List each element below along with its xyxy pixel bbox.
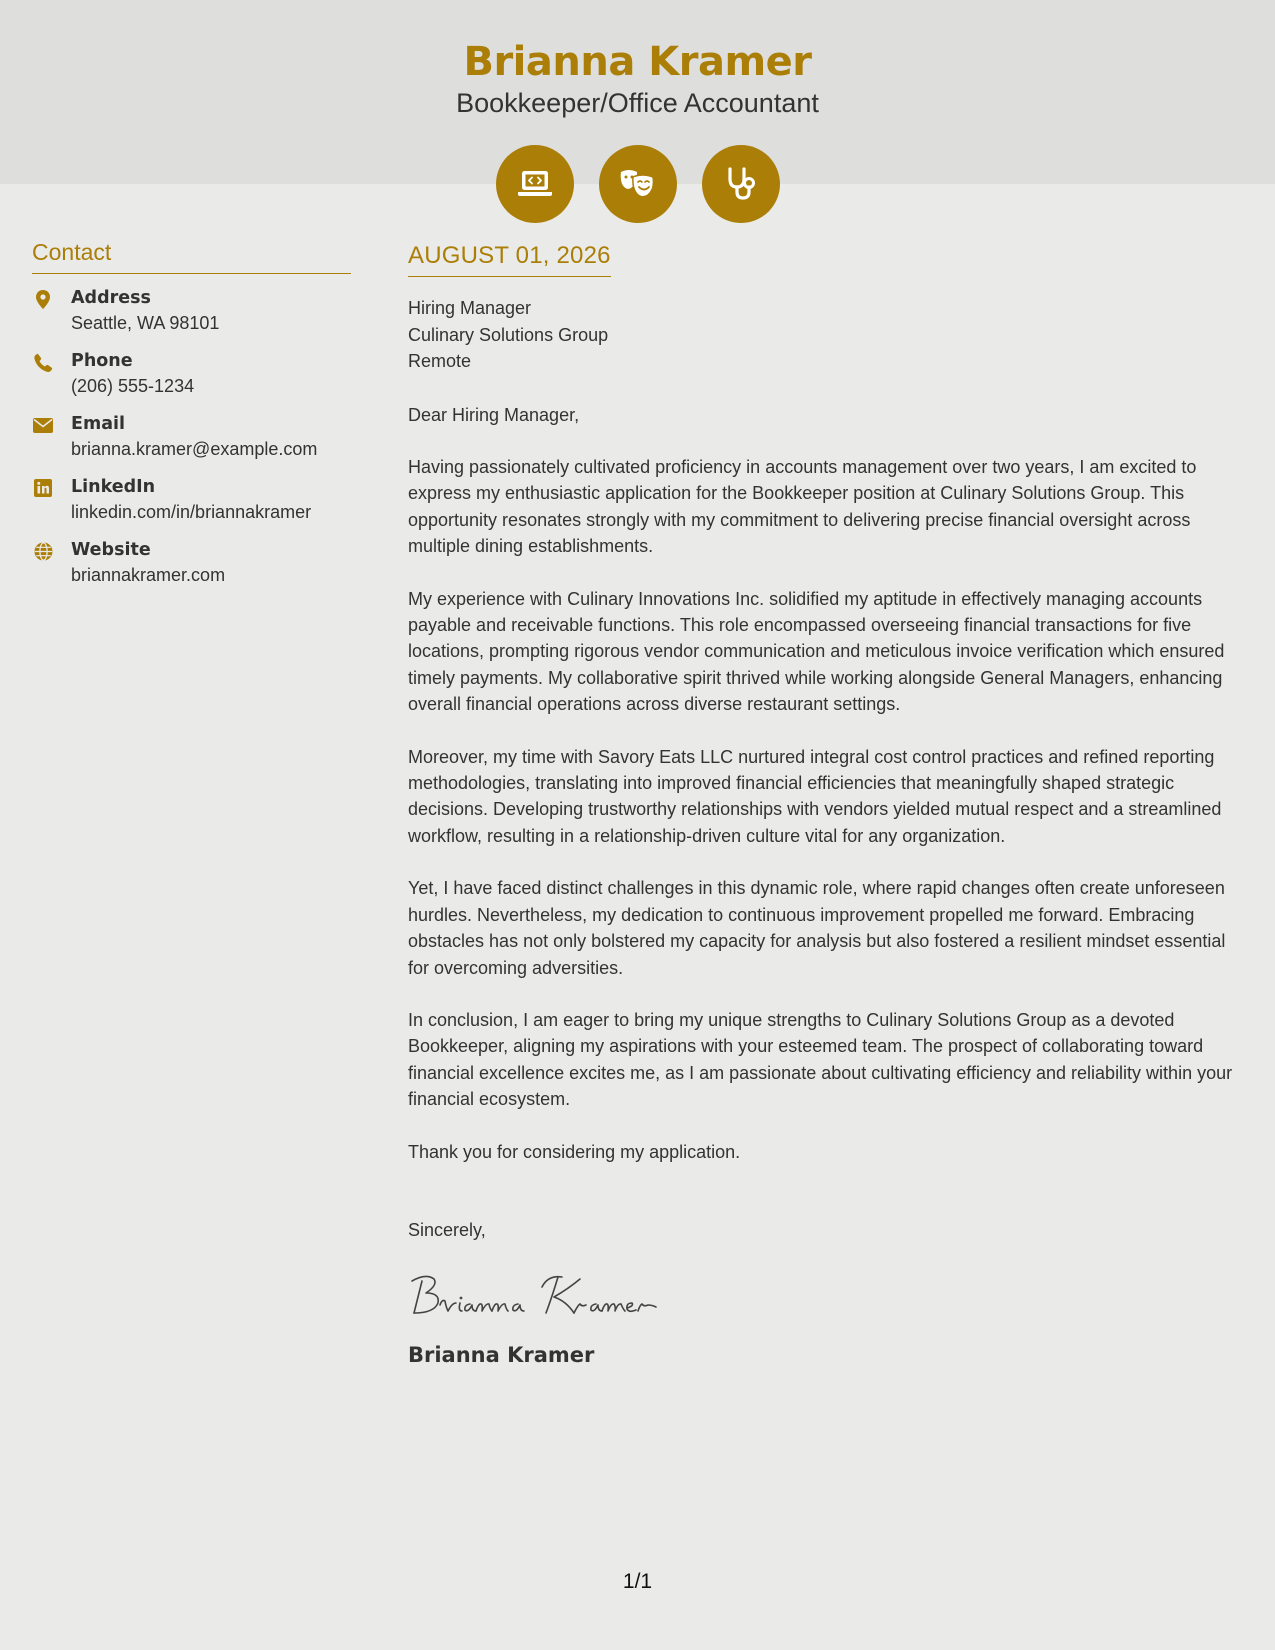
stethoscope-icon [702,145,780,223]
letter-paragraph: In conclusion, I am eager to bring my unique strengths to Culinary Solutions Group as a devoted Bookkeeper, aligning my aspirations with your esteemed team. The prospect of collaborating toward financial excellence excites me, as I am passionate about cultivating efficiency and reliability within your financial ecosystem. [408,1009,1233,1110]
contact-heading: Contact [32,236,351,274]
letter-paragraph: Moreover, my time with Savory Eats LLC nurtured integral cost control practices and refined reporting methodologies, translating into improved financial efficiencies that meaningfully shaped strategic decisions. Developing trustworthy relationships with vendors yielded mutual respect and a streamlined workflow, resulting in a relationship-driven culture vital for any organization. [408,746,1222,846]
contact-value: (206) 555-1234 [71,376,195,396]
interest-icons [0,145,1275,223]
laptop-code-icon [496,145,574,223]
salutation: Dear Hiring Manager, [408,404,580,425]
recipient-line: Remote [408,351,472,371]
contact-value: linkedin.com/in/briannakramer [71,502,312,522]
contact-value: briannakramer.com [71,565,226,585]
envelope-icon [32,414,54,436]
page-number: 1/1 [622,1570,653,1593]
letter-paragraph: My experience with Culinary Innovations Inc. solidified my aptitude in effectively managing accounts payable and receivable functions. This role encompassed overseeing financial transactions for five locations, prompting rigorous vendor communication and meticulous invoice verification which ensured timely payments. My collaborative spirit thrived while working alongside General Managers, enhancing overall financial operations across diverse restaurant settings. [408,588,1225,715]
contact-email [32,412,351,475]
contact-address [32,286,351,349]
signed-name: Brianna Kramer [408,1343,595,1368]
contact-label: Address [71,288,151,308]
linkedin-icon [32,477,54,499]
job-title: Bookkeeper/Office Accountant [456,88,819,118]
contact-label: Website [71,540,151,560]
contact-label: Email [71,414,125,434]
sidebar [32,236,351,601]
contact-label: Phone [71,351,133,371]
closing: Sincerely, [408,1219,486,1240]
contact-linkedin [32,475,351,538]
theater-masks-icon [599,145,677,223]
globe-icon [32,540,54,562]
letter-paragraph: Thank you for considering my application. [408,1141,741,1162]
letter-body [408,238,1253,1369]
letter-paragraph: Yet, I have faced distinct challenges in this dynamic role, where rapid changes often create unforeseen hurdles. Nevertheless, my dedication to continuous improvement propelled me forward. Embracing obstacles has not only bolstered my capacity for analysis but also fostered a resilient mindset essential for overcoming adversities. [408,878,1226,978]
recipient-line: Hiring Manager [408,298,532,318]
letter-paragraph: Having passionately cultivated proficiency in accounts management over two years, I am excited to express my enthusiastic application for the Bookkeeper position at Culinary Solutions Group. This opportunity resonates strongly with my commitment to delivering precise financial oversight across multiple dining establishments. [408,457,1197,557]
handwritten-signature [408,1267,1253,1327]
applicant-name: Brianna Kramer [463,39,812,85]
letter-date: AUGUST 01, 2026 [408,238,611,277]
recipient-line: Culinary Solutions Group [408,324,609,345]
contact-phone [32,349,351,412]
phone-icon [32,351,54,373]
contact-website [32,538,351,601]
contact-value: Seattle, WA 98101 [71,313,220,333]
contact-value: brianna.kramer@example.com [71,439,318,459]
contact-label: LinkedIn [71,477,156,497]
recipient-block [408,295,1253,375]
map-pin-icon [32,288,54,310]
